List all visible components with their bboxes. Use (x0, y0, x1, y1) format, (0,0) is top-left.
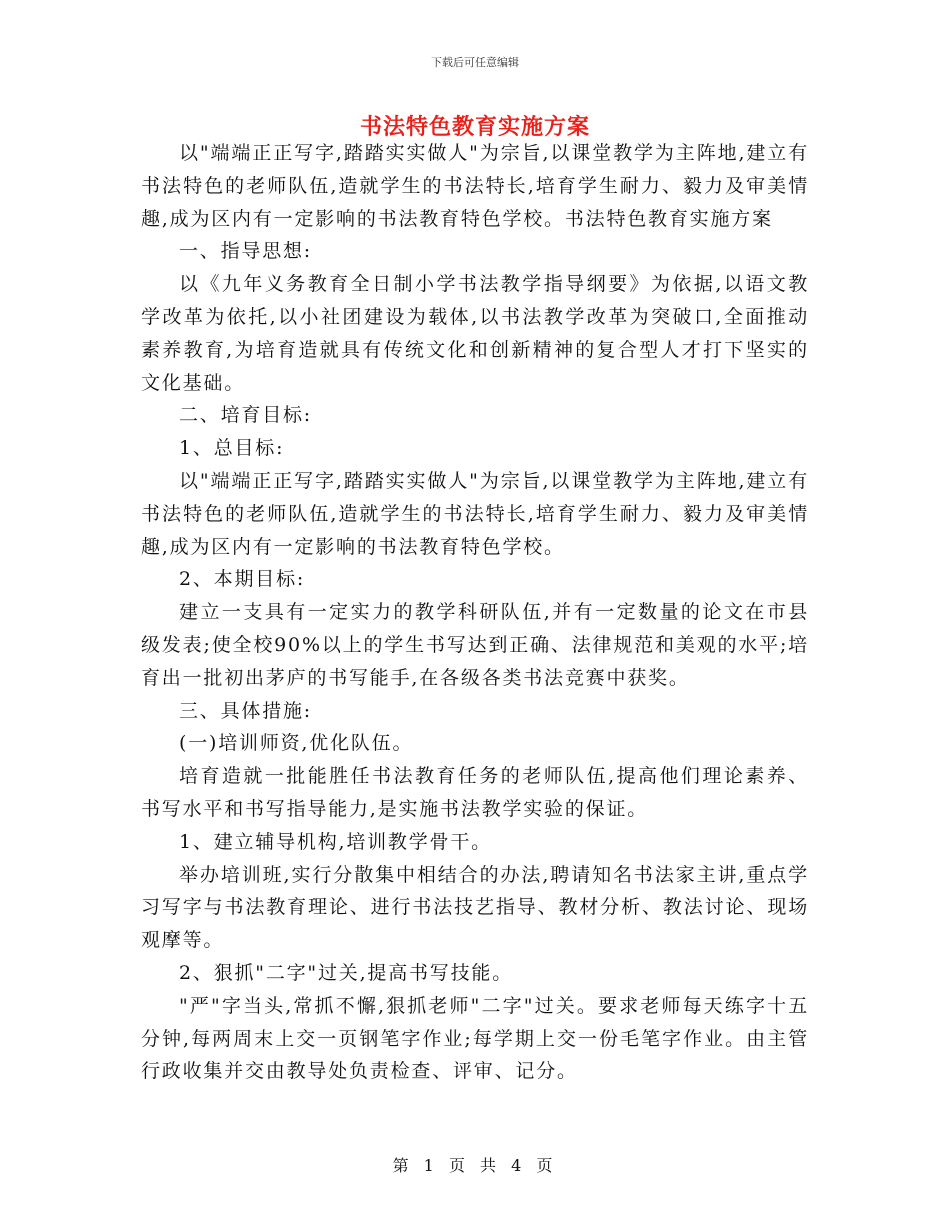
subsection-heading: 2、狠抓"二字"过关,提高书写技能。 (179, 961, 514, 984)
subsection-heading: 1、建立辅导机构,培训教学骨干。 (179, 830, 492, 853)
paragraph: 建立一支具有一定实力的教学科研队伍,并有一定数量的论文在市县级发表;使全校90%以上的学生书写达到正确、法律规范和美观的水平;培育出一批初出茅庐的书写能手,在各级各类书法竞赛中获奖。 (141, 601, 809, 689)
paragraph: 举办培训班,实行分散集中相结合的办法,聘请知名书法家主讲,重点学习写字与书法教育理论、进行书法技艺指导、教材分析、教法讨论、现场观摩等。 (141, 863, 809, 952)
document-title: 书法特色教育实施方案 (359, 114, 590, 140)
paragraph: 培育造就一批能胜任书法教育任务的老师队伍,提高他们理论素养、书写水平和书写指导能力,是实施书法教学实验的保证。 (141, 765, 809, 820)
paragraph: "严"字当头,常抓不懈,狠抓老师"二字"过关。要求老师每天练字十五分钟,每两周末上交一页钢笔字作业;每学期上交一份毛笔字作业。由主管行政收集并交由教导处负责检查、评审、记分。 (141, 994, 809, 1083)
paragraph: 以"端端正正写字,踏踏实实做人"为宗旨,以课堂教学为主阵地,建立有书法特色的老师队伍,造就学生的书法特长,培育学生耐力、毅力及审美情趣,成为区内有一定影响的书法教育特色学校。 (141, 469, 809, 558)
subsection-heading: 1、总目标: (179, 437, 285, 460)
subsection-heading: (一)培训师资,优化队伍。 (179, 732, 414, 755)
section-heading: 二、培育目标: (179, 404, 313, 427)
section-heading: 三、具体措施: (179, 699, 313, 722)
subsection-heading: 2、本期目标: (179, 568, 306, 591)
paragraph: 以《九年义务教育全日制小学书法教学指导纲要》为依据,以语文教学改革为依托,以小社团建设为载体,以书法教学改革为突破口,全面推动素养教育,为培育造就具有传统文化和创新精神的复合型人才打下坚实的文化基础。 (141, 273, 809, 394)
section-heading: 一、指导思想: (179, 240, 313, 263)
page-header-note: 下载后可任意编辑 (431, 56, 519, 69)
document-body (141, 137, 809, 1088)
page-number-footer: 第 1 页 共 4 页 (392, 1156, 558, 1175)
paragraph: 以"端端正正写字,踏踏实实做人"为宗旨,以课堂教学为主阵地,建立有书法特色的老师队伍,造就学生的书法特长,培育学生耐力、毅力及审美情趣,成为区内有一定影响的书法教育特色学校。书法特色教育实施方案 (141, 142, 809, 230)
